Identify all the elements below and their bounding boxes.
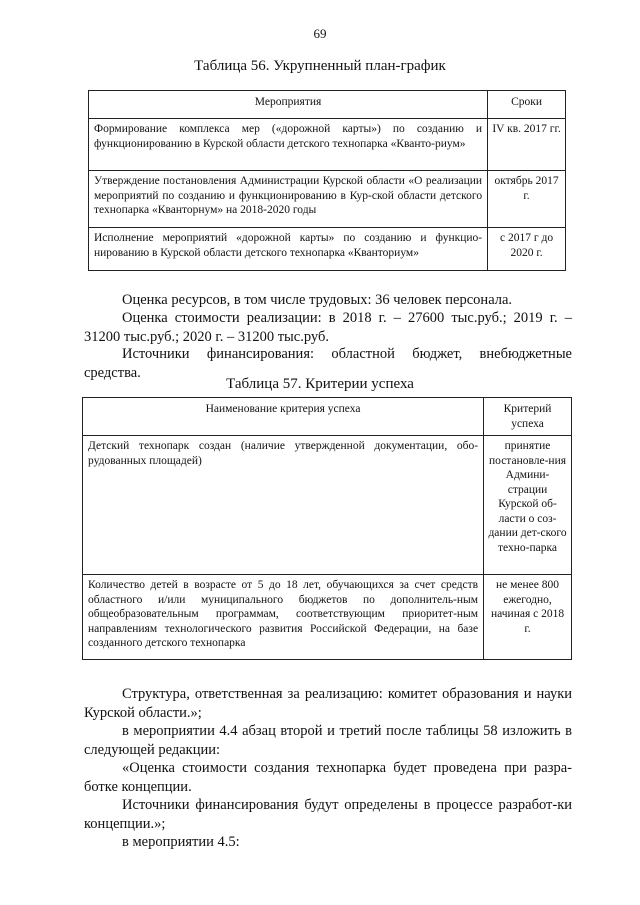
cost-estimate-quote: «Оценка стоимости создания технопарка будет проведена при разра-ботке концепции. [84,760,572,795]
event-cell: Формирование комплекса мер («дорожной карты») по созданию и функционированию в Курской области детского технопарка «Кванто-риум» [89,119,488,171]
table-57 [82,397,572,660]
page-number: 69 [313,26,327,41]
criterion-cell: не менее 800 ежегодно, начиная с 2018 г. [484,575,572,660]
header-criterion-name: Наименование критерия успеха [83,398,484,436]
header-terms: Сроки [488,91,566,119]
term-cell: октябрь 2017 г. [488,171,566,228]
criterion-cell: принятие постановле-ния Админи-страции Курской об-ласти о соз-дании дет-ского техно-парка [484,436,572,575]
term-cell: IV кв. 2017 гг. [488,119,566,171]
structure-paragraph: Структура, ответственная за реализацию: комитет образования и науки Курской области.»; [84,686,572,721]
table-header-row [89,91,566,119]
header-events: Мероприятия [89,91,488,119]
event-cell: Утверждение постановления Администрации Курской области «О реализации мероприятий по созданию и функционированию в Кур-ской области детского технопарка «Кванторнум» на 2018-2020 годы [89,171,488,228]
cost-paragraph: Оценка стоимости реализации: в 2018 г. – 27600 тыс.руб.; 2019 г. – 31200 тыс.руб.; 2020 г. – 31200 тыс.руб. [84,310,572,345]
header-criterion: Критерий успеха [484,398,572,436]
financing-quote: Источники финансирования будут определены в процессе разработ-ки концепции.»; [84,797,572,832]
criterion-name-cell: Детский технопарк создан (наличие утвержденной документации, обо-рудованных площадей) [83,436,484,575]
table-row [89,228,566,271]
table-56 [88,90,566,271]
table-row [89,119,566,171]
table-header-row [83,398,572,436]
measure-4-5-paragraph: в мероприятии 4.5: [122,834,240,850]
table-56-title: Таблица 56. Укрупненный план-график [194,58,446,74]
table-row [83,575,572,660]
table-row [89,171,566,228]
measure-4-4-paragraph: в мероприятии 4.4 абзац второй и третий после таблицы 58 изложить в следующей редакции: [84,723,572,758]
event-cell: Исполнение мероприятий «дорожной карты» по созданию и функцио-нированию в Курской области детского технопарка «Кванториум» [89,228,488,271]
term-cell: с 2017 г до 2020 г. [488,228,566,271]
table-row [83,436,572,575]
resources-paragraph: Оценка ресурсов, в том числе трудовых: 36 человек персонала. [122,292,513,308]
table-57-title: Таблица 57. Критерии успеха [226,376,414,392]
criterion-name-cell: Количество детей в возрасте от 5 до 18 лет, обучающихся за счет средств областного и/или муниципального бюджетов по дополнитель-ным общеобразовательным программам, соответствующим приоритет-ным направлениям технологического развития Российской Федерации, на базе созданного детского технопарка [83,575,484,660]
financing-paragraph: Источники финансирования: областной бюджет, внебюджетные средства. [84,346,572,381]
